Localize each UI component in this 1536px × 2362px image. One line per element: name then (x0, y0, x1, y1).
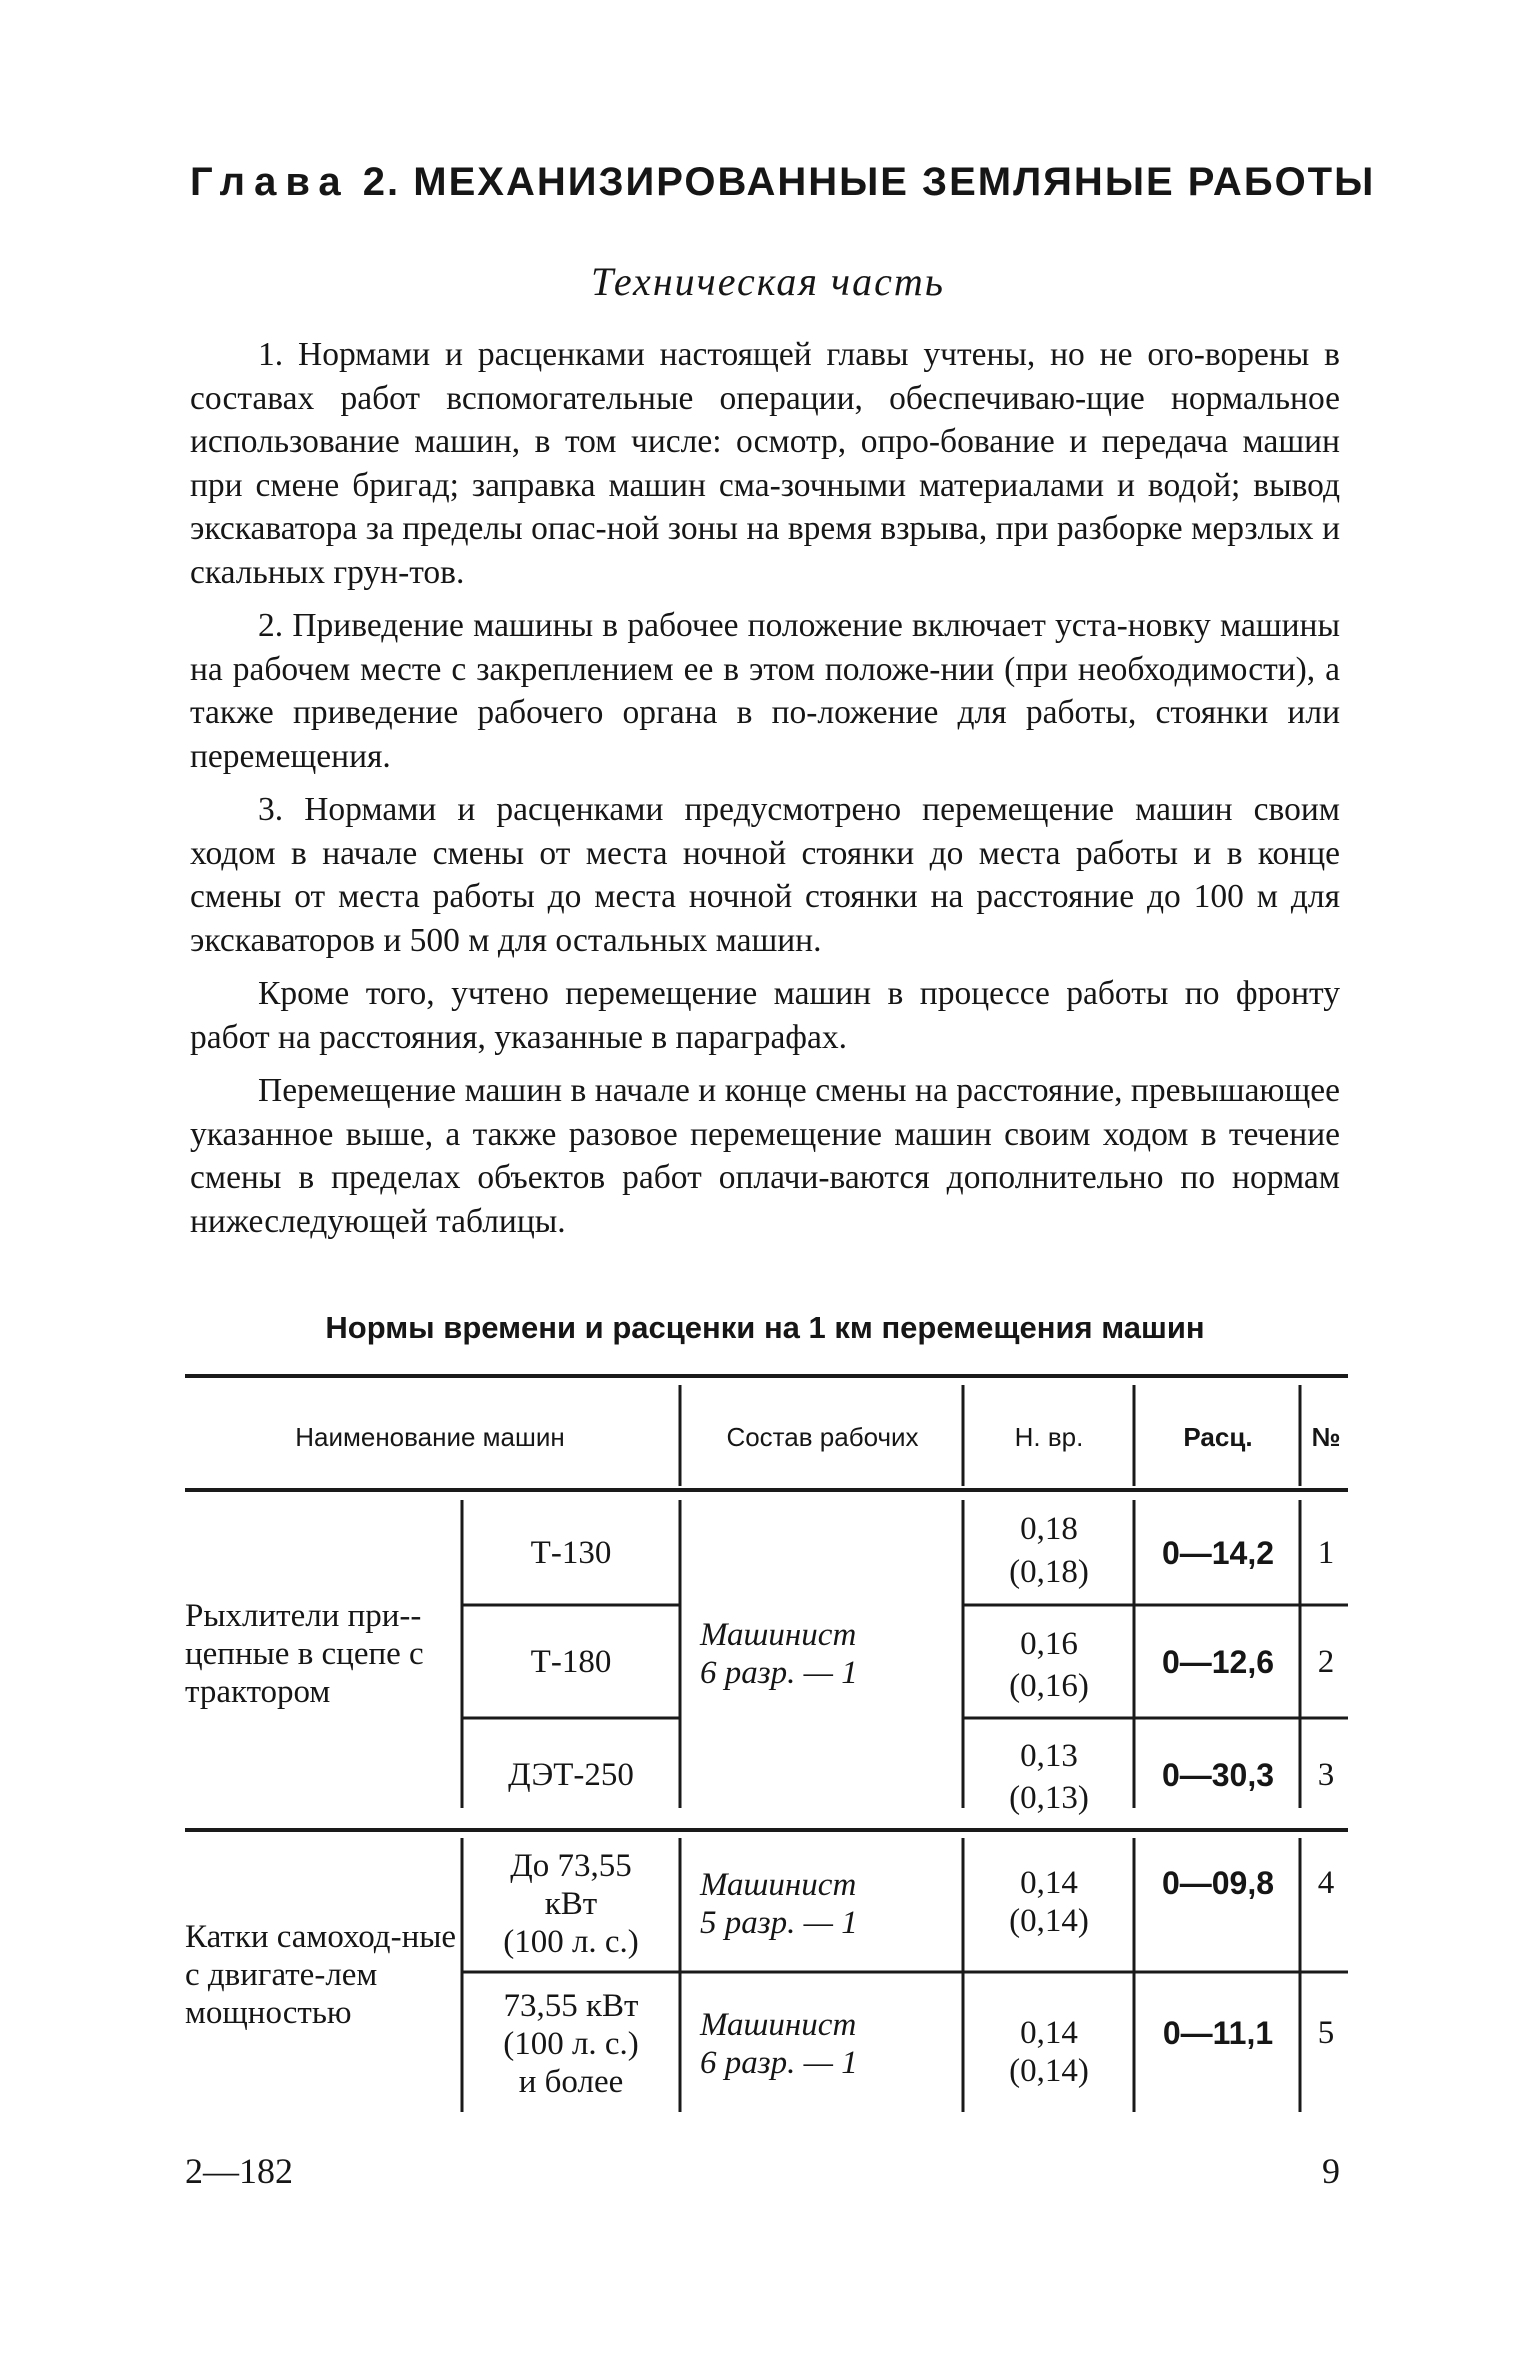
row-2-norm: 0,16 (1020, 1626, 1078, 1662)
group-crew-rippers: Машинист 6 разр. — 1 (700, 1617, 858, 1691)
row-3-price: 0—30,3 (1161, 1757, 1275, 1793)
chapter-prefix: Глава (190, 160, 350, 204)
paragraph-1: 1. Нормами и расценками настоящей главы учтены, но не ого-ворены в составах работ вспомогательные операции, обеспечиваю-щие нормальное использование машин, в том числе: осмотр, опро-бование и передача машин при смене бригад; заправка машин сма-зочными материалами и водой; вывод экскаватора за пределы опас-ной зоны на время взрыва, при разборке мерзлых и скальных грун-тов. (190, 336, 1340, 591)
row-2-norm-alt: (0,16) (1009, 1668, 1089, 1704)
page-number: 9 (1322, 2151, 1340, 2191)
row-3-norm: 0,13 (1020, 1738, 1078, 1774)
row-3-norm-alt: (0,13) (1009, 1780, 1089, 1816)
paragraph-2: 2. Приведение машины в рабочее положение включает уста-новку машины на рабочем месте с закреплением ее в этом положе-нии (при необходимости), а также приведение рабочего органа в по-ложение для работы, стоянки или перемещения. (190, 607, 1340, 775)
footer-code: 2—182 (185, 2151, 293, 2191)
row-3-model: ДЭТ-250 (508, 1757, 634, 1793)
header-norm: Н. вр. (1014, 1421, 1084, 1452)
row-1-model: Т-130 (530, 1534, 612, 1571)
row-2-price: 0—12,6 (1161, 1644, 1275, 1680)
row-2-num: 2 (1317, 1644, 1335, 1680)
header-crew: Состав рабочих (726, 1421, 919, 1452)
table-title: Нормы времени и расценки на 1 км перемещения машин (325, 1310, 1205, 1345)
row-4-model: До 73,55 кВт (100 л. с.) (503, 1848, 639, 1960)
header-num: № (1311, 1421, 1341, 1452)
header-name: Наименование машин (295, 1421, 565, 1452)
row-3-num: 3 (1317, 1757, 1335, 1793)
row-5-model: 73,55 кВт (100 л. с.) и более (503, 1988, 639, 2100)
row-1-norm: 0,18 (1020, 1511, 1078, 1547)
row-2-model: Т-180 (530, 1644, 612, 1680)
row-5-norm: 0,14 (1020, 2015, 1078, 2051)
group-label-rollers: Катки самоход-ные с двигате-лем мощностью (185, 1919, 457, 2031)
row-4-num: 4 (1317, 1865, 1335, 1901)
row-1-price: 0—14,2 (1161, 1534, 1275, 1571)
paragraph-3: 3. Нормами и расценками предусмотрено перемещение машин своим ходом в начале смены от места ночной стоянки до места работы и в конце смены от места работы до места ночной стоянки на расстояние до 100 м для экскаваторов и 500 м для остальных машин. (190, 791, 1340, 959)
group-label-rippers: Рыхлители при-цепные в сцепе с трактором (185, 1598, 424, 1710)
row-5-num: 5 (1317, 2015, 1335, 2051)
row-4-price: 0—09,8 (1161, 1865, 1275, 1901)
row-4-norm-alt: (0,14) (1009, 1903, 1089, 1939)
row-5-norm-alt: (0,14) (1009, 2053, 1089, 2089)
row-1-norm-alt: (0,18) (1009, 1554, 1089, 1590)
row-4-norm: 0,14 (1020, 1865, 1078, 1901)
header-price: Расц. (1183, 1421, 1253, 1452)
row-1-num: 1 (1317, 1534, 1335, 1571)
row-4-crew: Машинист 5 разр. — 1 (700, 1867, 858, 1941)
row-5-price: 0—11,1 (1162, 2015, 1274, 2051)
paragraph-4: Кроме того, учтено перемещение машин в процессе работы по фронту работ на расстояния, указанные в параграфах. (190, 975, 1340, 1056)
chapter-number: 2. (362, 160, 401, 204)
row-5-crew: Машинист 6 разр. — 1 (700, 2007, 858, 2081)
paragraph-5: Перемещение машин в начале и конце смены на расстояние, превышающее указанное выше, а также разовое перемещение машин своим ходом в течение смены в пределах объектов работ оплачи-ваются дополнительно по нормам нижеследующей таблицы. (190, 1072, 1340, 1240)
section-subtitle: Техническая часть (591, 259, 945, 304)
chapter-title: МЕХАНИЗИРОВАННЫЕ ЗЕМЛЯНЫЕ РАБОТЫ (413, 160, 1376, 204)
